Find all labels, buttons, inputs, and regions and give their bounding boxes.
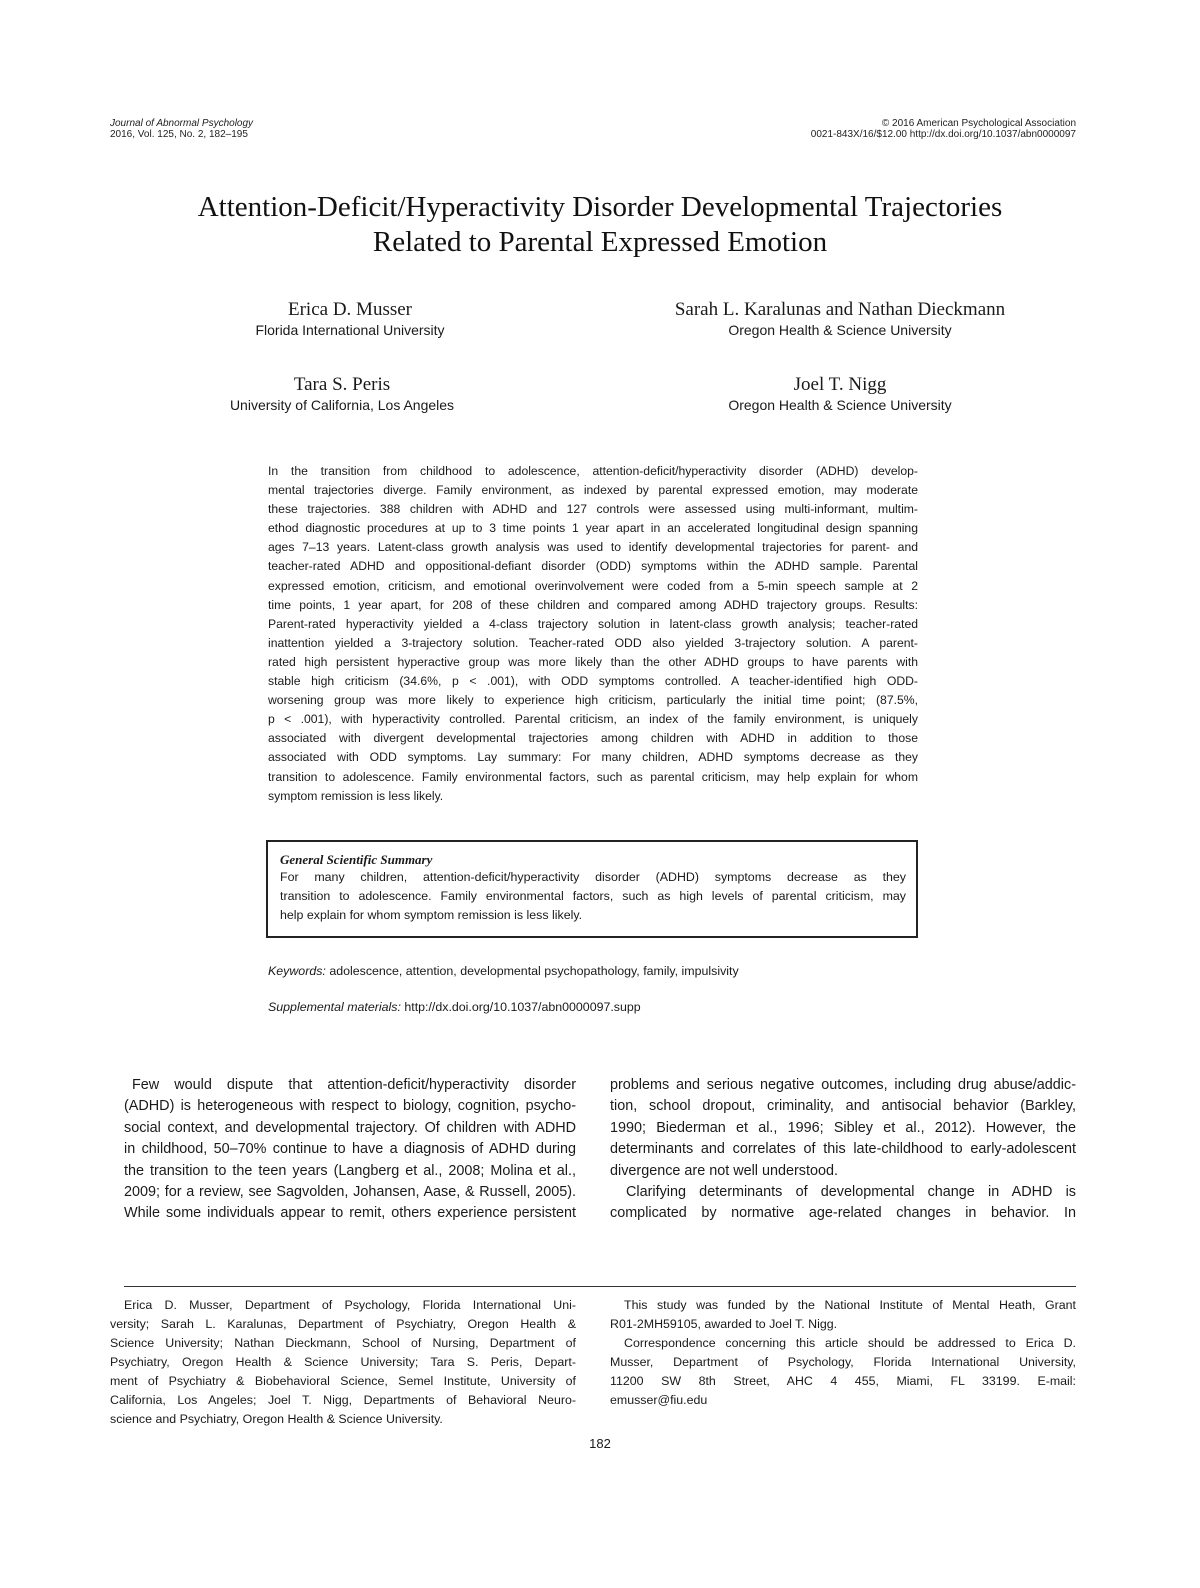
author-block-1 [200,299,500,339]
abstract-line: teacher-rated ADHD and oppositional-defiant disorder (ODD) symptoms within the ADHD sample. Parental [268,559,918,574]
journal-name: Journal of Abnormal Psychology [110,118,254,129]
footnote-line: Musser, Department of Psychology, Florida International University, [610,1355,1076,1369]
body-line: tion, school dropout, criminality, and antisocial behavior (Barkley, [610,1098,1076,1115]
author-name: Erica D. Musser [288,299,412,320]
body-line: the transition to the teen years (Langberg et al., 2008; Molina et al., [124,1162,576,1179]
body-line: complicated by normative age-related changes in behavior. In [610,1205,1076,1222]
running-header-right [811,118,1076,140]
abstract-line: In the transition from childhood to adolescence, attention-deficit/hyperactivity disorder (ADHD) develop- [268,464,918,478]
author-affiliation: University of California, Los Angeles [229,397,455,413]
keywords [268,963,739,979]
supplemental-label: Supplemental materials: [268,1000,401,1014]
abstract-line: time points, 1 year apart, for 208 of these children and compared among ADHD trajectory groups. Results: [268,597,918,612]
abstract-line: expressed emotion, criticism, and emotional overinvolvement were coded from a 5-min speech sample at 2 [268,578,918,593]
title-line-2: Related to Parental Expressed Emotion [372,226,828,258]
abstract-line: inattention yielded a 3-trajectory solution. Teacher-rated ODD also yielded 3-trajectory solution. A parent- [268,635,918,650]
footnote-line: ment of Psychiatry & Biobehavioral Science, Semel Institute, University of [110,1374,576,1388]
abstract-line: ages 7–13 years. Latent-class growth analysis was used to identify developmental trajectories for parent- and [268,540,918,555]
article-title [0,190,1200,260]
keywords-label: Keywords: [268,964,326,978]
journal-volume: 2016, Vol. 125, No. 2, 182–195 [110,129,248,140]
footnote-line: Erica D. Musser, Department of Psychology, Florida International Uni- [124,1298,576,1312]
footnote-line: R01-2MH59105, awarded to Joel T. Nigg. [610,1317,838,1331]
footnote-line: 11200 SW 8th Street, AHC 4 455, Miami, FL 33199. E-mail: [610,1374,1076,1388]
summary-line: For many children, attention-deficit/hyperactivity disorder (ADHD) symptoms decrease as they [280,870,906,884]
body-line: in childhood, 50–70% continue to have a diagnosis of ADHD during [124,1141,576,1158]
body-line: social context, and developmental trajectory. Of children with ADHD [124,1119,576,1136]
author-affiliation: Oregon Health & Science University [728,397,952,413]
footnote-right [610,1296,1076,1410]
doi-line: 0021-843X/16/$12.00 http://dx.doi.org/10.1037/abn0000097 [810,129,1076,140]
abstract-line: worsening group was more likely to experience high criticism, particularly the initial time point; (87.5%, [268,693,918,708]
body-column-left [124,1075,576,1225]
body-line: Few would dispute that attention-deficit/hyperactivity disorder [132,1077,576,1093]
body-line: divergence are not well understood. [610,1162,838,1179]
summary-line: help explain for whom symptom remission is less likely. [280,908,583,922]
footnote-left [110,1296,576,1429]
summary-text [280,868,906,925]
running-header-left [110,118,253,140]
copyright-notice: © 2016 American Psychological Association [881,118,1076,129]
footnote-line: science and Psychiatry, Oregon Health & Science University. [110,1412,443,1426]
abstract-line: associated with ODD symptoms. Lay summary: For many children, ADHD symptoms decrease as they [268,750,918,765]
footnote-line: Science University; Nathan Dieckmann, School of Nursing, Department of [110,1336,576,1350]
abstract-line: stable high criticism (34.6%, p < .001), with ODD symptoms controlled. A teacher-identified high ODD- [268,674,918,689]
page-number: 182 [589,1436,611,1451]
abstract-line: ethod diagnostic procedures at up to 3 time points 1 year apart in an accelerated longitudinal design spanning [268,521,918,536]
footnote-email[interactable]: emusser@fiu.edu [610,1393,708,1407]
body-line: problems and serious negative outcomes, including drug abuse/addic- [610,1077,1076,1093]
author-block-3 [192,374,492,414]
author-block-4 [690,374,990,414]
abstract-line: rated high persistent hyperactive group was more likely than the other ADHD groups to have parents with [268,654,918,669]
abstract-line: p < .001), with hyperactivity controlled. Parental criticism, an index of the family environment, is uniquely [268,712,918,727]
abstract-line: Parent-rated hyperactivity yielded a 4-class trajectory solution in latent-class growth analysis; teacher-rated [268,616,918,631]
body-line: 1990; Biederman et al., 1996; Sibley et al., 2012). However, the [610,1119,1076,1136]
supplemental-link[interactable]: http://dx.doi.org/10.1037/abn0000097.supp [404,1000,641,1014]
body-line: determinants and correlates of this late-childhood to early-adolescent [610,1141,1076,1158]
author-name: Tara S. Peris [293,374,391,395]
footnote-line: Correspondence concerning this article should be addressed to Erica D. [624,1336,1076,1350]
summary-title: General Scientific Summary [280,852,433,867]
body-line: 2009; for a review, see Sagvolden, Johansen, Aase, & Russell, 2005). [124,1184,576,1201]
author-affiliation: Oregon Health & Science University [728,322,952,338]
author-name: Sarah L. Karalunas and Nathan Dieckmann [674,299,1006,320]
abstract-line: mental trajectories diverge. Family environment, as indexed by parental expressed emotion, may moderate [268,483,918,498]
footnote-line: versity; Sarah L. Karalunas, Department of Psychiatry, Oregon Health & [110,1317,576,1331]
abstract [268,462,918,806]
footnote-line: This study was funded by the National Institute of Mental Heath, Grant [624,1298,1076,1312]
author-block-2 [620,299,1060,339]
abstract-line: symptom remission is less likely. [268,788,444,803]
body-line: While some individuals appear to remit, others experience persistent [124,1205,576,1222]
author-affiliation: Florida International University [255,322,445,338]
footnote-line: California, Los Angeles; Joel T. Nigg, Departments of Behavioral Neuro- [110,1393,576,1407]
author-name: Joel T. Nigg [793,374,887,395]
keywords-text: adolescence, attention, developmental psychopathology, family, impulsivity [329,964,739,978]
summary-line: transition to adolescence. Family environmental factors, such as high levels of parental criticism, may [280,889,906,903]
body-line: (ADHD) is heterogeneous with respect to biology, cognition, psycho- [124,1098,576,1115]
footnote-line: Psychiatry, Oregon Health & Science University; Tara S. Peris, Depart- [110,1355,576,1369]
abstract-line: transition to adolescence. Family environmental factors, such as parental criticism, may help explain for whom [268,769,918,784]
abstract-line: associated with divergent developmental trajectories among children with ADHD in addition to those [268,731,918,746]
body-line: Clarifying determinants of developmental change in ADHD is [626,1184,1076,1201]
body-column-right [610,1075,1076,1225]
scientific-summary-box [266,840,918,938]
abstract-line: these trajectories. 388 children with ADHD and 127 controls were assessed using multi-informant, multim- [268,502,918,517]
title-line-1: Attention-Deficit/Hyperactivity Disorder Developmental Trajectories [197,191,1003,223]
footnote-divider [124,1286,1076,1287]
supplemental-materials [268,999,641,1015]
